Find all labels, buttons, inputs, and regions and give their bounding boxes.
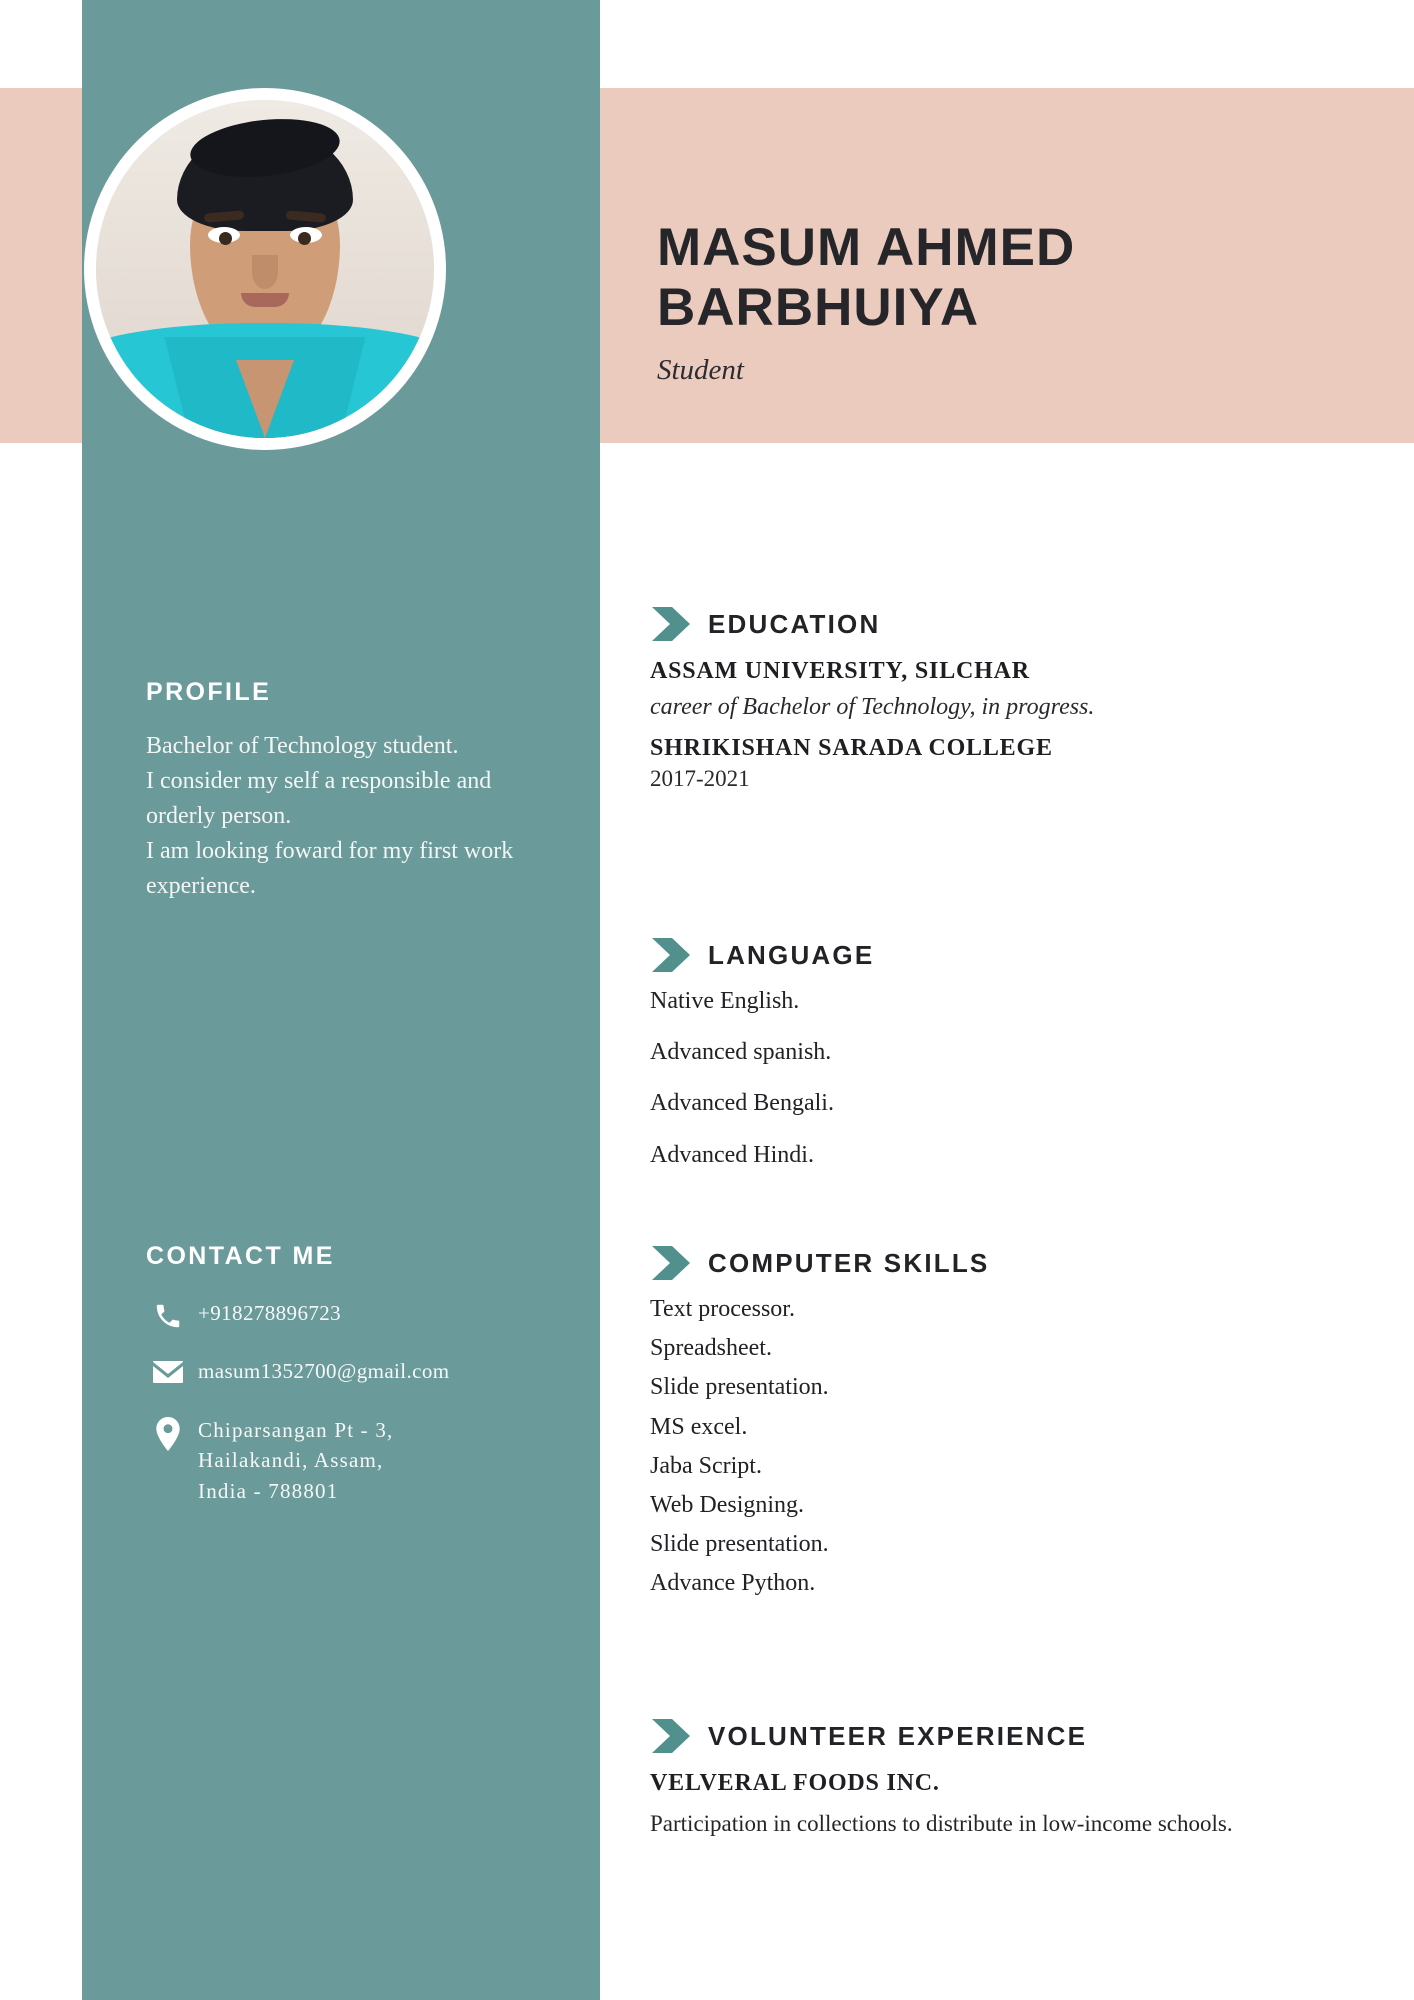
location-pin-icon — [146, 1415, 190, 1449]
list-item: Slide presentation. — [650, 1531, 829, 1558]
volunteer-heading-row — [650, 1716, 1290, 1756]
chevron-right-icon — [650, 1243, 694, 1283]
list-item: Advanced spanish. — [650, 1039, 832, 1066]
contact-row-phone[interactable] — [146, 1299, 566, 1333]
volunteer-description: Participation in collections to distribute in low-income schools. — [650, 1811, 1233, 1836]
education-org-1: ASSAM UNIVERSITY, SILCHAR — [650, 658, 1030, 684]
education-entry — [650, 735, 1290, 792]
contact-list — [146, 1299, 566, 1506]
contact-heading: CONTACT ME — [146, 1242, 335, 1270]
list-item: Slide presentation. — [650, 1374, 829, 1401]
chevron-right-icon — [650, 604, 694, 644]
chevron-right-icon — [650, 935, 694, 975]
address-value: Chiparsangan Pt - 3, Hailakandi, Assam, India - 788801 — [198, 1418, 394, 1503]
language-heading: LANGUAGE — [708, 939, 875, 970]
list-item: Web Designing. — [650, 1491, 805, 1518]
volunteer-heading: VOLUNTEER EXPERIENCE — [708, 1720, 1088, 1751]
list-item: Advanced Hindi. — [650, 1141, 814, 1168]
email-value: masum1352700@gmail.com — [198, 1359, 450, 1383]
phone-icon — [146, 1299, 190, 1333]
education-heading-row — [650, 604, 1290, 644]
computer-skills-heading-row — [650, 1243, 1290, 1283]
education-heading: EDUCATION — [708, 608, 881, 639]
profile-section — [146, 678, 546, 904]
job-role-subtitle: Student — [657, 353, 744, 386]
education-desc-1: career of Bachelor of Technology, in progress. — [650, 694, 1095, 720]
sidebar — [82, 0, 600, 2000]
education-section — [650, 604, 1290, 792]
profile-heading: PROFILE — [146, 678, 272, 706]
phone-value: +918278896723 — [198, 1301, 342, 1325]
language-section — [650, 935, 1290, 1194]
education-entry — [650, 658, 1290, 725]
header-text-block — [657, 218, 1277, 387]
education-org-2: SHRIKISHAN SARADA COLLEGE — [650, 735, 1053, 761]
contact-section — [146, 1242, 566, 1530]
education-date-2: 2017-2021 — [650, 766, 750, 791]
list-item: Advance Python. — [650, 1570, 816, 1597]
list-item: Native English. — [650, 988, 800, 1014]
volunteer-section — [650, 1716, 1290, 1842]
contact-row-address[interactable] — [146, 1415, 566, 1506]
chevron-right-icon — [650, 1716, 694, 1756]
envelope-icon — [146, 1357, 190, 1391]
computer-skills-heading: COMPUTER SKILLS — [708, 1247, 990, 1278]
language-heading-row — [650, 935, 1290, 975]
profile-line: Bachelor of Technology student. I consider my self a responsible and orderly person. I am looking foward for my first work experience. — [146, 733, 514, 900]
profile-body — [146, 729, 546, 904]
list-item: Advanced Bengali. — [650, 1090, 834, 1117]
computer-skills-list — [650, 1297, 1290, 1597]
list-item: Jaba Script. — [650, 1452, 762, 1479]
contact-row-email[interactable] — [146, 1357, 566, 1391]
list-item: MS excel. — [650, 1413, 748, 1440]
page-title: MASUM AHMED BARBHUIYA — [657, 218, 1076, 337]
computer-skills-section — [650, 1243, 1290, 1611]
volunteer-org: VELVERAL FOODS INC. — [650, 1770, 940, 1796]
list-item: Text processor. — [650, 1296, 795, 1322]
list-item: Spreadsheet. — [650, 1335, 772, 1362]
language-list — [650, 989, 1290, 1168]
